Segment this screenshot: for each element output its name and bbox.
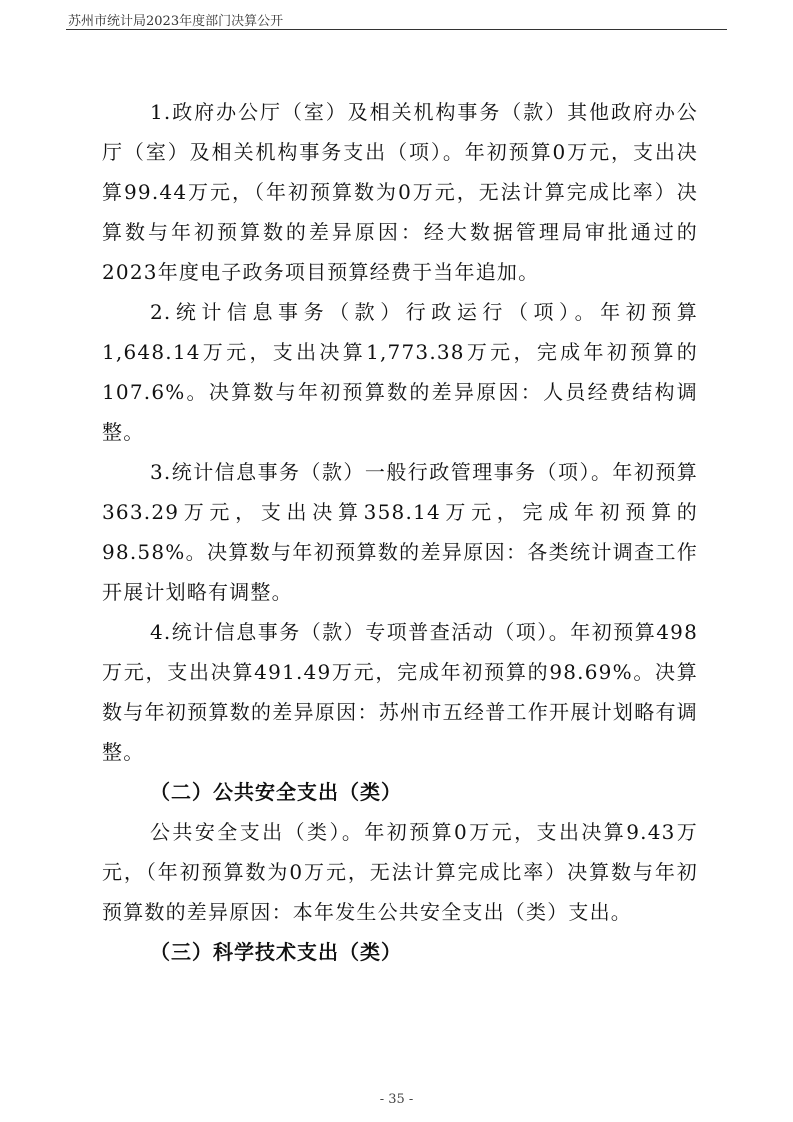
paragraph-public-security: 公共安全支出（类）。年初预算0万元，支出决算9.43万元，（年初预算数为0万元，无法计算完成比率）决算数与年初预算数的差异原因：本年发生公共安全支出（类）支出。	[102, 820, 698, 924]
section-heading-science-technology: （三）科学技术支出（类）	[150, 940, 402, 964]
paragraph-item-1: 1.政府办公厅（室）及相关机构事务（款）其他政府办公厅（室）及相关机构事务支出（项）。年初预算0万元，支出决算99.44万元，（年初预算数为0万元，无法计算完成比率）决算数与年初预算数的差异原因：经大数据管理局审批通过的2023年度电子政务项目预算经费于当年追加。	[102, 100, 698, 284]
paragraph-item-3: 3.统计信息事务（款）一般行政管理事务（项）。年初预算363.29万元，支出决算358.14万元，完成年初预算的98.58%。决算数与年初预算数的差异原因：各类统计调查工作开展计划略有调整。	[102, 460, 698, 604]
paragraph-item-2: 2.统计信息事务（款）行政运行（项）。年初预算1,648.14万元，支出决算1,773.38万元，完成年初预算的107.6%。决算数与年初预算数的差异原因：人员经费结构调整。	[102, 300, 698, 444]
document-body	[102, 92, 698, 972]
page-number: - 35 -	[379, 1092, 414, 1107]
paragraph-item-4: 4.统计信息事务（款）专项普查活动（项）。年初预算498万元，支出决算491.49万元，完成年初预算的98.69%。决算数与年初预算数的差异原因：苏州市五经普工作开展计划略有调整。	[102, 620, 698, 764]
section-heading-public-security: （二）公共安全支出（类）	[150, 780, 402, 804]
running-header: 苏州市统计局2023年度部门决算公开	[68, 14, 284, 29]
header-divider	[66, 29, 727, 30]
